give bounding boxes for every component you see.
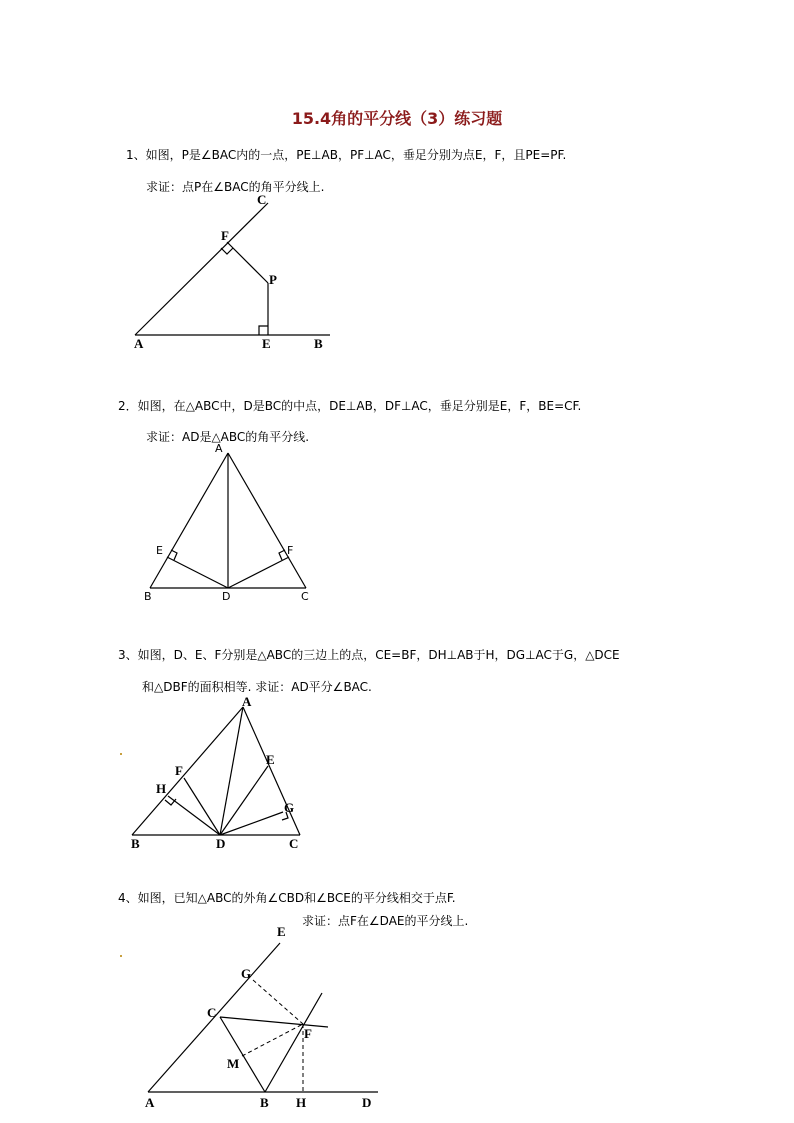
label-f: F: [175, 763, 183, 778]
dashed-gf: [253, 980, 303, 1024]
dashed-mf: [242, 1024, 303, 1056]
label-e: E: [262, 336, 271, 351]
label-d: D: [222, 590, 231, 603]
label-m: M: [227, 1056, 240, 1071]
label-g: G: [284, 800, 295, 815]
label-e: E: [277, 924, 286, 939]
problem-4-statement: 4、如图，已知△ABC的外角∠CBD和∠BCE的平分线相交于点F.: [118, 891, 456, 905]
label-d: D: [362, 1095, 372, 1110]
label-b: B: [314, 336, 323, 351]
label-h: H: [296, 1095, 307, 1110]
segment-bf: [265, 993, 322, 1092]
side-cb: [220, 1017, 265, 1092]
label-c: C: [289, 836, 299, 851]
problem-2-statement: 2．如图，在△ABC中，D是BC的中点，DE⊥AB，DF⊥AC，垂足分别是E，F，BE=CF.: [118, 399, 582, 413]
label-f: F: [287, 544, 294, 557]
problem-4-prove: 求证：点F在∠DAE的平分线上.: [302, 914, 469, 928]
label-f: F: [304, 1026, 312, 1041]
problem-1-prove: 求证：点P在∠BAC的角平分线上.: [146, 180, 325, 194]
page-title: 15.4角的平分线（3）练习题: [291, 109, 503, 128]
label-b: B: [144, 590, 152, 603]
label-c: C: [257, 192, 267, 207]
label-g: G: [241, 966, 252, 981]
label-h: H: [156, 781, 167, 796]
label-a: A: [134, 336, 144, 351]
problem-3-prove: 和△DBF的面积相等. 求证：AD平分∠BAC.: [142, 680, 372, 694]
label-e: E: [266, 752, 275, 767]
label-b: B: [260, 1095, 269, 1110]
label-a: A: [215, 442, 223, 455]
label-a: A: [242, 694, 252, 709]
label-a: A: [145, 1095, 155, 1110]
problem-3-statement: 3、如图，D、E、F分别是△ABC的三边上的点，CE=BF，DH⊥AB于H，DG⊥AC于G，△DCE: [118, 648, 620, 662]
label-d: D: [216, 836, 226, 851]
label-c: C: [207, 1005, 217, 1020]
label-b: B: [131, 836, 140, 851]
label-c: C: [301, 590, 309, 603]
label-p: P: [269, 272, 277, 287]
problem-2-prove: 求证：AD是△ABC的角平分线.: [146, 430, 310, 444]
problem-1-statement: 1、如图，P是∠BAC内的一点，PE⊥AB，PF⊥AC，垂足分别为点E，F，且PE=PF.: [126, 148, 567, 162]
label-f: F: [221, 228, 229, 243]
label-e: E: [156, 544, 163, 557]
